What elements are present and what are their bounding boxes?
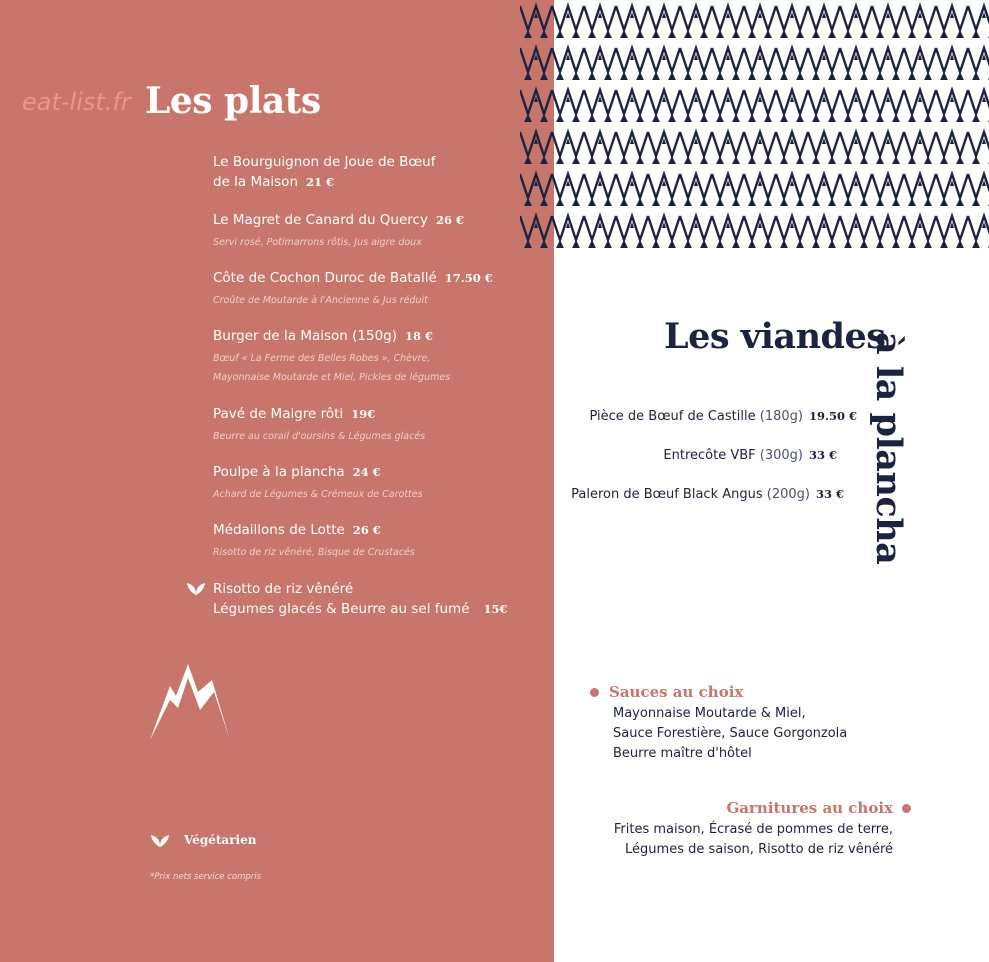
sauces-heading: [590, 683, 743, 701]
dish-name: Côte de Cochon Duroc de Batallé: [213, 270, 437, 286]
watermark: eat-list.fr: [22, 88, 131, 116]
dish-item: [213, 520, 415, 562]
meat-item: [571, 487, 844, 502]
dish-item: [213, 210, 464, 252]
sauces-title: Sauces au choix: [609, 683, 744, 701]
meat-item: [663, 448, 837, 463]
garnitures-list: [614, 820, 893, 860]
dish-item: [213, 326, 450, 387]
sauce-line: Mayonnaise Moutarde & Miel,: [613, 706, 806, 721]
dish-item-vegetarian: [213, 579, 508, 619]
meat-price: 19.50 €: [808, 409, 857, 423]
dish-name: Pavé de Maigre rôti: [213, 406, 344, 422]
mountain-logo-icon: [148, 662, 232, 742]
sauce-line: Beurre maître d'hôtel: [613, 746, 752, 761]
geometric-pattern: [520, 0, 989, 255]
page-subtitle-vertical: à la plancha: [868, 332, 909, 565]
dish-name-line2: [213, 172, 436, 192]
page-title-viandes: Les viandes: [664, 316, 886, 357]
dish-price: 24 €: [352, 465, 381, 479]
dish-desc: Bœuf « La Ferme des Belles Robes », Chèvre,: [213, 353, 431, 364]
dish-name: Poulpe à la plancha: [213, 464, 345, 480]
dish-name: Risotto de riz vênéré: [213, 581, 354, 597]
bullet-dot: [590, 688, 599, 697]
dish-name-row: [213, 326, 450, 346]
dish-item: [213, 152, 436, 192]
dish-name-cont: Légumes glacés & Beurre au sel fumé: [213, 601, 470, 617]
dish-desc: Risotto de riz vênéré, Bisque de Crustacés: [213, 547, 415, 558]
dish-price: 26 €: [352, 523, 381, 537]
dish-name-row: [213, 268, 493, 288]
sauces-list: [613, 704, 847, 764]
dish-price: 19€: [351, 407, 376, 421]
price-note: *Prix nets service compris: [150, 872, 262, 882]
garniture-line: Légumes de saison, Risotto de riz vênéré: [625, 842, 893, 857]
dish-item: [213, 404, 425, 446]
dish-item: [213, 462, 423, 504]
garnitures-heading: [726, 799, 911, 817]
bullet-dot: [902, 804, 911, 813]
leaf-icon: [186, 580, 206, 596]
meat-price: 33 €: [808, 448, 837, 462]
dish-desc: Achard de Légumes & Crémeux de Carottes: [213, 489, 423, 500]
meat-name: Paleron de Bœuf Black Angus: [571, 487, 763, 502]
meat-weight: (180g): [759, 409, 803, 424]
dish-price: 26 €: [435, 213, 464, 227]
dish-price: 15€: [483, 602, 508, 616]
vegetarian-legend: Végétarien: [184, 833, 257, 847]
dish-name-row: [213, 210, 464, 230]
dish-desc-line2: Mayonnaise Moutarde et Miel, Pickles de légumes: [213, 372, 451, 383]
meat-name: Entrecôte VBF: [663, 448, 756, 463]
meat-weight: (200g): [766, 487, 810, 502]
dish-name-cont: de la Maison: [213, 174, 299, 190]
dish-name: Le Bourguignon de Joue de Bœuf: [213, 154, 436, 170]
garnitures-title: Garnitures au choix: [726, 799, 893, 817]
dish-desc: Servi rosé, Potimarrons rôtis, Jus aigre doux: [213, 237, 422, 248]
dish-name-row: [213, 462, 423, 482]
sauce-line: Sauce Forestière, Sauce Gorgonzola: [613, 726, 848, 741]
dish-name-line2: [213, 599, 508, 619]
dish-name: Burger de la Maison (150g): [213, 328, 398, 344]
dish-price: 21 €: [306, 175, 335, 189]
dish-desc: Beurre au corail d'oursins & Légumes glacés: [213, 431, 426, 442]
meat-item: [589, 409, 857, 424]
dish-desc: Croûte de Moutarde à l'Ancienne & Jus réduit: [213, 295, 428, 306]
dish-name: Médaillons de Lotte: [213, 522, 345, 538]
meat-price: 33 €: [815, 487, 844, 501]
dish-name: Le Magret de Canard du Quercy: [213, 212, 428, 228]
meat-weight: (300g): [759, 448, 803, 463]
meat-name: Pièce de Bœuf de Castille: [589, 409, 756, 424]
garniture-line: Frites maison, Écrasé de pommes de terre,: [613, 822, 893, 837]
page-title-plats: Les plats: [145, 80, 321, 122]
dish-price: 17.50 €: [444, 271, 493, 285]
dish-price: 18 €: [405, 329, 434, 343]
dish-name-row: [213, 520, 415, 540]
leaf-icon: [150, 832, 170, 848]
dish-item: [213, 268, 493, 310]
dish-name-row: [213, 404, 425, 424]
